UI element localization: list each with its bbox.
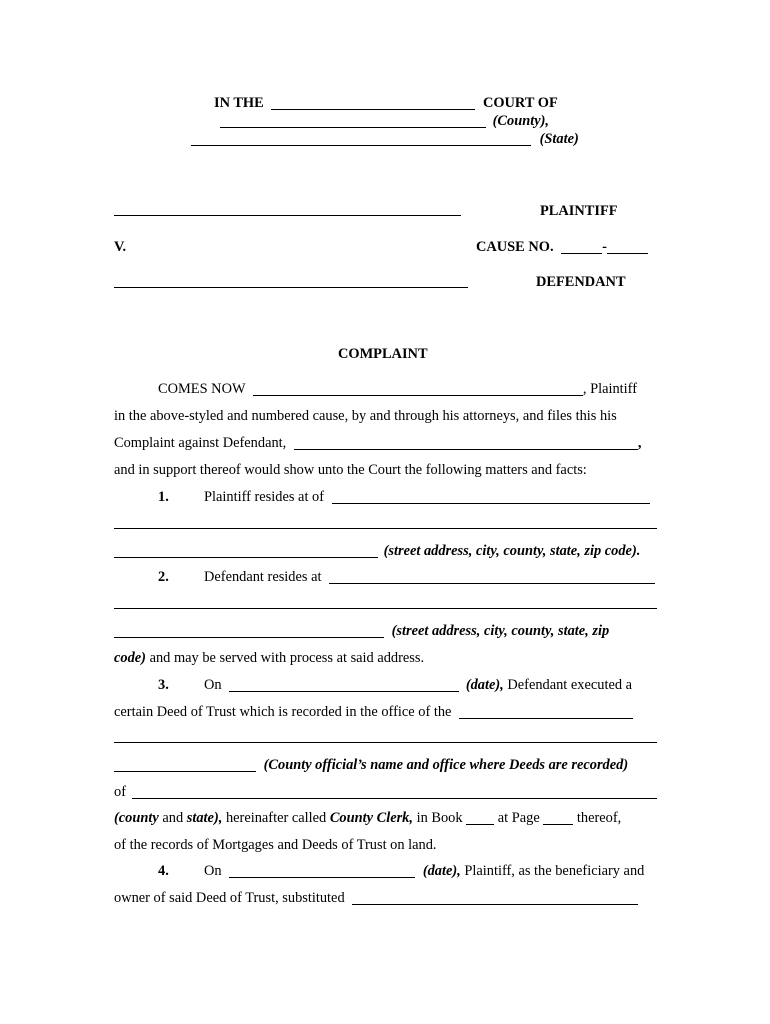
para2-service-text: and may be served with process at said address. bbox=[145, 650, 425, 666]
para3-line-2 bbox=[114, 703, 633, 721]
substitution-date-blank[interactable] bbox=[229, 862, 415, 880]
defendant-address-blank-2[interactable] bbox=[114, 608, 657, 609]
intro-line-4: and in support thereof would show unto the Court the following matters and facts: bbox=[114, 462, 587, 478]
state-blank[interactable] bbox=[191, 130, 531, 148]
county-clerk-label: County Clerk, bbox=[329, 810, 413, 826]
para2-address-hint-cont: code) bbox=[114, 650, 146, 666]
cause-number-part2-blank[interactable] bbox=[607, 238, 648, 256]
para3-on-text: On bbox=[204, 677, 222, 693]
recording-office-blank-3[interactable] bbox=[114, 756, 256, 774]
in-book-text: in Book bbox=[412, 810, 467, 826]
plaintiff-label: PLAINTIFF bbox=[540, 203, 618, 219]
plaintiff-address-blank-1[interactable] bbox=[332, 488, 650, 506]
thereof-text: thereof, bbox=[573, 810, 622, 826]
defendant-name-blank[interactable] bbox=[114, 287, 468, 288]
deed-date-blank[interactable] bbox=[229, 676, 459, 694]
page-number-blank[interactable] bbox=[543, 809, 573, 827]
para3-line-5 bbox=[114, 783, 657, 801]
para2-line-3 bbox=[114, 622, 609, 640]
defendant-address-blank-3[interactable] bbox=[114, 622, 384, 640]
para1-text: Plaintiff resides at of bbox=[204, 489, 325, 505]
para4-beneficiary-text: Plaintiff, as the beneficiary and bbox=[460, 863, 645, 879]
para4-on-text: On bbox=[204, 863, 222, 879]
county-blank[interactable] bbox=[220, 112, 486, 130]
book-number-blank[interactable] bbox=[466, 809, 494, 827]
state-hint: state), bbox=[186, 810, 223, 826]
para3-recorded-text: certain Deed of Trust which is recorded in the office of the bbox=[114, 704, 452, 720]
para4-line-2 bbox=[114, 889, 638, 907]
court-name-blank[interactable] bbox=[271, 94, 475, 112]
county-line bbox=[220, 112, 549, 130]
intro-line-3 bbox=[114, 434, 641, 452]
para4-number: 4. bbox=[158, 863, 169, 879]
para3-line-7: of the records of Mortgages and Deeds of Trust on land. bbox=[114, 837, 437, 853]
cause-number-part1-blank[interactable] bbox=[561, 238, 602, 256]
cause-separator: - bbox=[602, 239, 607, 255]
para2-text: Defendant resides at bbox=[204, 569, 322, 585]
para4-substituted-text: owner of said Deed of Trust, substituted bbox=[114, 890, 345, 906]
county-label: (County), bbox=[492, 113, 549, 129]
plaintiff-address-blank-2[interactable] bbox=[114, 528, 657, 529]
para1-number: 1. bbox=[158, 489, 169, 505]
para3-of-text: of bbox=[114, 784, 126, 800]
at-page-text: at Page bbox=[494, 810, 544, 826]
cause-no-label: CAUSE NO. bbox=[476, 239, 554, 255]
court-header-line bbox=[214, 94, 558, 112]
court-of-label: COURT OF bbox=[482, 95, 558, 111]
para4-date-label: (date), bbox=[422, 863, 461, 879]
para3-date-label: (date), bbox=[465, 677, 504, 693]
defendant-intro-blank[interactable] bbox=[294, 434, 638, 452]
intro-line-1 bbox=[158, 380, 637, 398]
recording-office-blank-1[interactable] bbox=[459, 703, 633, 721]
plaintiff-intro-blank[interactable] bbox=[253, 380, 583, 398]
substitute-trustee-blank[interactable] bbox=[352, 889, 638, 907]
county-official-hint: (County official’s name and office where Deeds are recorded) bbox=[263, 757, 629, 773]
cause-number-line bbox=[476, 238, 648, 256]
complaint-against-text: Complaint against Defendant, bbox=[114, 435, 287, 451]
in-the-label: IN THE bbox=[214, 95, 264, 111]
para2-line-4 bbox=[114, 649, 424, 667]
called-text: hereinafter called bbox=[222, 810, 330, 826]
para2-address-hint: (street address, city, county, state, zip bbox=[391, 623, 610, 639]
para2-number: 2. bbox=[158, 569, 169, 585]
defendant-label: DEFENDANT bbox=[536, 274, 626, 290]
document-title: COMPLAINT bbox=[338, 346, 428, 362]
state-label: (State) bbox=[539, 131, 579, 147]
intro-line-2: in the above-styled and numbered cause, by and through his attorneys, and files this his bbox=[114, 408, 617, 424]
recording-office-blank-2[interactable] bbox=[114, 742, 657, 743]
plaintiff-suffix-text: , Plaintiff bbox=[582, 381, 638, 397]
para1-address-hint: (street address, city, county, state, zip code). bbox=[383, 543, 641, 559]
county-state-blank[interactable] bbox=[132, 783, 657, 801]
para4-line-1 bbox=[204, 862, 644, 880]
para2-line-1 bbox=[204, 568, 655, 586]
state-line bbox=[191, 130, 579, 148]
para3-line-6 bbox=[114, 809, 621, 827]
para3-line-1 bbox=[204, 676, 632, 694]
comes-now-text: COMES NOW bbox=[158, 381, 246, 397]
plaintiff-address-blank-3[interactable] bbox=[114, 542, 378, 560]
defendant-address-blank-1[interactable] bbox=[329, 568, 655, 586]
para3-line-4 bbox=[114, 756, 628, 774]
defendant-intro-comma: , bbox=[637, 435, 642, 451]
para3-number: 3. bbox=[158, 677, 169, 693]
para3-executed-text: Defendant executed a bbox=[503, 677, 633, 693]
para1-line-1 bbox=[204, 488, 650, 506]
versus-label: V. bbox=[114, 239, 127, 255]
county-hint: (county bbox=[114, 810, 159, 826]
plaintiff-name-blank[interactable] bbox=[114, 215, 461, 216]
para1-line-3 bbox=[114, 542, 640, 560]
and-text: and bbox=[158, 810, 187, 826]
